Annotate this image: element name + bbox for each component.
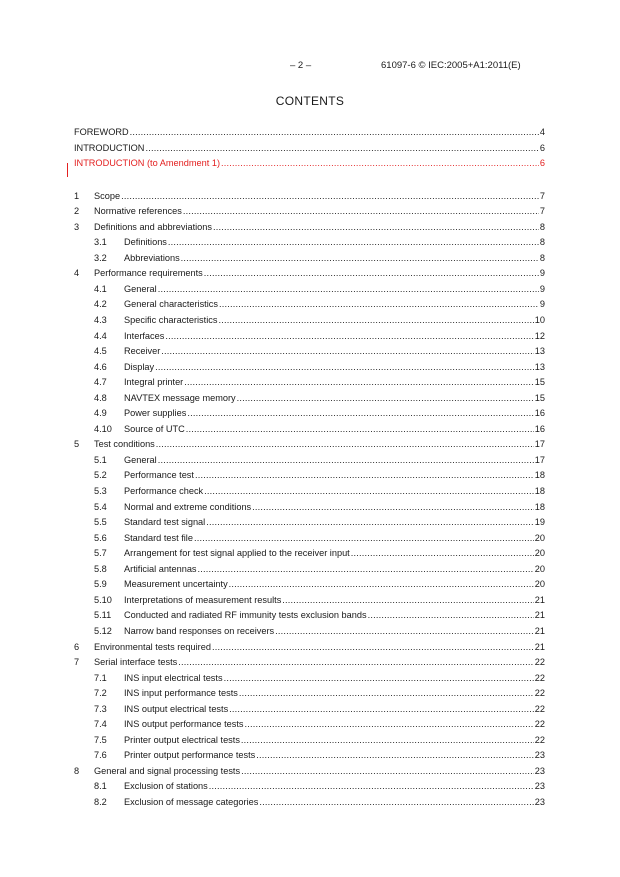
toc-entry[interactable] xyxy=(74,735,545,751)
toc-entry-number: 4.7 xyxy=(94,377,107,388)
toc-entry-title: Test conditions xyxy=(94,439,155,450)
toc-entry[interactable] xyxy=(74,750,545,766)
toc-entry-page: 16 xyxy=(534,408,545,419)
toc-leader xyxy=(187,408,533,418)
toc-entry-page: 9 xyxy=(539,283,545,294)
toc-entry-number: 4.5 xyxy=(94,346,107,357)
toc-leader xyxy=(158,455,534,465)
toc-entry-page: 19 xyxy=(534,517,545,528)
toc-entry-page: 20 xyxy=(534,548,545,559)
toc-leader xyxy=(181,253,539,263)
toc-entry-number: 8.1 xyxy=(94,781,107,792)
toc-entry-number: 4.10 xyxy=(94,423,112,434)
toc-entry-page: 10 xyxy=(534,315,545,326)
toc-entry-title: INTRODUCTION (to Amendment 1) xyxy=(74,158,221,169)
toc-entry-page: 18 xyxy=(534,501,545,512)
toc-entry-title: INS input electrical tests xyxy=(124,672,223,683)
toc-entry-title: INS input performance tests xyxy=(124,688,238,699)
toc-entry-title: Standard test signal xyxy=(124,517,206,528)
toc-entry-number: 5.6 xyxy=(94,532,107,543)
toc-leader xyxy=(252,502,534,512)
toc-leader xyxy=(275,626,534,636)
toc-entry-title: Source of UTC xyxy=(124,423,185,434)
toc-entry[interactable] xyxy=(74,704,545,720)
toc-entry[interactable] xyxy=(74,191,545,207)
toc-entry[interactable] xyxy=(74,781,545,797)
toc-entry-title: Arrangement for test signal applied to the receiver input xyxy=(124,548,350,559)
toc-entry[interactable] xyxy=(74,299,545,315)
toc-entry[interactable] xyxy=(74,268,545,284)
toc-entry[interactable] xyxy=(74,797,545,813)
toc-entry-page: 17 xyxy=(534,454,545,465)
toc-entry-title: Serial interface tests xyxy=(94,657,178,668)
toc-leader xyxy=(256,750,534,760)
toc-clauses xyxy=(74,191,545,813)
toc-leader xyxy=(156,439,534,449)
toc-entry-number: 4 xyxy=(74,268,80,279)
toc-entry-number: 4.4 xyxy=(94,330,107,341)
toc-entry-number: 7.3 xyxy=(94,703,107,714)
toc-entry-number: 8 xyxy=(74,765,80,776)
toc-entry-number: 8.2 xyxy=(94,796,107,807)
toc-entry-title: Performance test xyxy=(124,470,194,481)
toc-entry-page: 22 xyxy=(534,657,545,668)
toc-entry-page: 23 xyxy=(534,750,545,761)
toc-entry-page: 18 xyxy=(534,470,545,481)
toc-entry-title: Definitions and abbreviations xyxy=(94,221,212,232)
toc-leader xyxy=(204,486,534,496)
toc-entry-page: 16 xyxy=(534,423,545,434)
toc-entry-page: 7 xyxy=(539,206,545,217)
amendment-change-bar xyxy=(67,163,68,177)
toc-entry[interactable] xyxy=(74,284,545,300)
toc-leader xyxy=(229,704,534,714)
toc-entry-number: 3 xyxy=(74,221,80,232)
toc-entry-page: 21 xyxy=(534,610,545,621)
toc-entry-page: 4 xyxy=(539,127,545,137)
toc-leader xyxy=(368,610,534,620)
toc-entry-page: 22 xyxy=(534,703,545,714)
toc-entry-title: Exclusion of message categories xyxy=(124,796,259,807)
toc-entry-page: 12 xyxy=(534,330,545,341)
toc-entry[interactable] xyxy=(74,206,545,222)
toc-entry[interactable] xyxy=(74,486,545,502)
toc-entry[interactable] xyxy=(74,377,545,393)
toc-entry[interactable] xyxy=(74,688,545,704)
toc-entry-page: 15 xyxy=(534,377,545,388)
toc-leader xyxy=(351,548,534,558)
toc-leader xyxy=(165,331,533,341)
toc-entry[interactable] xyxy=(74,564,545,580)
toc-entry[interactable] xyxy=(74,346,545,362)
toc-entry-title: General xyxy=(124,283,157,294)
toc-leader xyxy=(241,766,534,776)
toc-leader xyxy=(282,595,533,605)
toc-entry-page: 22 xyxy=(534,688,545,699)
toc-entry-number: 4.1 xyxy=(94,283,107,294)
toc-entry[interactable] xyxy=(74,766,545,782)
toc-entry[interactable] xyxy=(74,533,545,549)
toc-entry-title: Measurement uncertainty xyxy=(124,579,228,590)
toc-entry-number: 5 xyxy=(74,439,80,450)
toc-entry-page: 23 xyxy=(534,765,545,776)
toc-entry-title: NAVTEX message memory xyxy=(124,392,236,403)
toc-entry-number: 5.9 xyxy=(94,579,107,590)
toc-entry[interactable] xyxy=(74,548,545,564)
standard-reference: 61097-6 © IEC:2005+A1:2011(E) xyxy=(381,60,521,71)
toc-entry-page: 20 xyxy=(534,532,545,543)
toc-entry[interactable] xyxy=(74,502,545,518)
toc-entry[interactable] xyxy=(74,393,545,409)
toc-entry-page: 22 xyxy=(534,719,545,730)
toc-leader xyxy=(204,268,539,278)
toc-leader xyxy=(259,797,533,807)
toc-entry-title: Normal and extreme conditions xyxy=(124,501,252,512)
toc-leader xyxy=(198,564,534,574)
toc-entry-title: INS output electrical tests xyxy=(124,703,229,714)
toc-entry-page: 13 xyxy=(534,346,545,357)
toc-entry-title: Power supplies xyxy=(124,408,187,419)
toc-entry-title: Display xyxy=(124,361,155,372)
toc-leader xyxy=(184,377,534,387)
toc-entry-page: 8 xyxy=(539,221,545,232)
toc-entry[interactable] xyxy=(74,610,545,626)
toc-entry-page: 13 xyxy=(534,361,545,372)
toc-entry-page: 23 xyxy=(534,796,545,807)
toc-entry-title: Environmental tests required xyxy=(94,641,211,652)
toc-entry[interactable] xyxy=(74,642,545,658)
toc-entry[interactable] xyxy=(74,408,545,424)
toc-entry-page: 18 xyxy=(534,486,545,497)
toc-leader xyxy=(239,688,534,698)
toc-leader xyxy=(229,579,534,589)
toc-entry-title: Printer output electrical tests xyxy=(124,734,240,745)
toc-entry-title: Interfaces xyxy=(124,330,165,341)
toc-entry-title: INS output performance tests xyxy=(124,719,244,730)
toc-entry-number: 4.2 xyxy=(94,299,107,310)
toc-entry[interactable] xyxy=(74,424,545,440)
toc-entry-number: 5.8 xyxy=(94,563,107,574)
toc-leader xyxy=(183,206,539,216)
toc-entry-title: Standard test file xyxy=(124,532,193,543)
toc-entry-number: 7.1 xyxy=(94,672,107,683)
toc-entry[interactable] xyxy=(74,626,545,642)
toc-entry-page: 15 xyxy=(534,392,545,403)
toc-entry[interactable] xyxy=(74,657,545,673)
toc-entry-number: 5.7 xyxy=(94,548,107,559)
toc-entry-page: 22 xyxy=(534,734,545,745)
toc-entry-number: 5.2 xyxy=(94,470,107,481)
toc-entry-number: 5.10 xyxy=(94,594,112,605)
toc-entry-page: 7 xyxy=(539,190,545,201)
toc-entry-title: General xyxy=(124,454,157,465)
toc-entry[interactable] xyxy=(74,595,545,611)
toc-entry-foreword[interactable] xyxy=(74,127,545,143)
toc-entry[interactable] xyxy=(74,362,545,378)
toc-entry[interactable] xyxy=(74,237,545,253)
toc-entry-page: 9 xyxy=(539,268,545,279)
toc-entry-title: General characteristics xyxy=(124,299,218,310)
toc-entry-number: 5.5 xyxy=(94,517,107,528)
page-number: – 2 – xyxy=(290,60,312,71)
toc-entry-title: Printer output performance tests xyxy=(124,750,256,761)
toc-entry-page: 8 xyxy=(539,252,545,263)
toc-leader xyxy=(206,517,534,527)
toc-entry-number: 7.2 xyxy=(94,688,107,699)
toc-entry-number: 4.9 xyxy=(94,408,107,419)
toc-entry-title: Normative references xyxy=(94,206,182,217)
toc-entry[interactable] xyxy=(74,673,545,689)
toc-entry-title: FOREWORD xyxy=(74,127,129,137)
toc-entry-introduction-amendment[interactable] xyxy=(74,158,545,174)
toc-leader xyxy=(212,642,534,652)
toc-entry[interactable] xyxy=(74,470,545,486)
toc-leader xyxy=(221,158,539,168)
toc-leader xyxy=(186,424,534,434)
toc-entry-page: 22 xyxy=(534,672,545,683)
toc-entry-page: 21 xyxy=(534,594,545,605)
toc-leader xyxy=(161,346,534,356)
toc-entry-page: 17 xyxy=(534,439,545,450)
toc-entry-number: 7.6 xyxy=(94,750,107,761)
toc-entry-number: 7 xyxy=(74,657,80,668)
toc-entry-title: Integral printer xyxy=(124,377,184,388)
toc-entry[interactable] xyxy=(74,579,545,595)
toc-leader xyxy=(178,657,534,667)
toc-entry-number: 3.2 xyxy=(94,252,107,263)
toc-entry-title: Conducted and radiated RF immunity tests exclusion bands xyxy=(124,610,367,621)
toc-entry[interactable] xyxy=(74,517,545,533)
toc-entry-page: 9 xyxy=(539,299,545,310)
toc-entry[interactable] xyxy=(74,719,545,735)
toc-entry-page: 6 xyxy=(539,158,545,169)
toc-leader xyxy=(121,191,539,201)
toc-entry[interactable] xyxy=(74,439,545,455)
toc-entry[interactable] xyxy=(74,455,545,471)
toc-entry[interactable] xyxy=(74,222,545,238)
toc-entry-number: 7.5 xyxy=(94,734,107,745)
toc-leader xyxy=(194,533,534,543)
toc-entry-page: 21 xyxy=(534,625,545,636)
toc-leader xyxy=(145,143,538,153)
toc-leader xyxy=(195,470,534,480)
toc-entry-title: Interpretations of measurement results xyxy=(124,594,282,605)
toc-entry-number: 5.11 xyxy=(94,610,112,621)
toc-leader xyxy=(158,284,539,294)
toc-entry-title: Abbreviations xyxy=(124,252,180,263)
toc-entry-number: 1 xyxy=(74,190,80,201)
toc-leader xyxy=(237,393,534,403)
toc-entry-number: 5.3 xyxy=(94,486,107,497)
toc-leader xyxy=(241,735,534,745)
toc-entry-title: INTRODUCTION xyxy=(74,142,145,153)
toc-entry-title: Scope xyxy=(94,190,121,201)
toc-leader xyxy=(130,127,539,137)
toc-entry-introduction[interactable] xyxy=(74,143,545,159)
toc-entry-title: Performance requirements xyxy=(94,268,203,279)
toc-entry-number: 6 xyxy=(74,641,80,652)
toc-leader xyxy=(213,222,539,232)
toc-entry-number: 4.3 xyxy=(94,315,107,326)
toc-leader xyxy=(168,237,539,247)
toc-entry-title: Performance check xyxy=(124,486,204,497)
toc-entry-title: General and signal processing tests xyxy=(94,765,241,776)
toc-entry[interactable] xyxy=(74,315,545,331)
toc-leader xyxy=(245,719,534,729)
toc-entry-number: 5.1 xyxy=(94,454,107,465)
toc-entry-number: 3.1 xyxy=(94,237,107,248)
toc-leader xyxy=(219,299,539,309)
toc-entry-number: 5.12 xyxy=(94,625,112,636)
toc-entry-page: 8 xyxy=(539,237,545,248)
toc-entry-title: Receiver xyxy=(124,346,161,357)
toc-entry-page: 20 xyxy=(534,579,545,590)
toc-entry-page: 6 xyxy=(539,142,545,153)
toc-entry[interactable] xyxy=(74,331,545,347)
toc-entry-title: Definitions xyxy=(124,237,167,248)
toc-entry-page: 20 xyxy=(534,563,545,574)
toc-entry-title: Narrow band responses on receivers xyxy=(124,625,275,636)
toc-entry-number: 2 xyxy=(74,206,80,217)
toc-entry-number: 7.4 xyxy=(94,719,107,730)
toc-entry-page: 23 xyxy=(534,781,545,792)
toc-leader xyxy=(218,315,533,325)
toc-entry-title: Exclusion of stations xyxy=(124,781,208,792)
toc-entry-number: 5.4 xyxy=(94,501,107,512)
toc-entry-page: 21 xyxy=(534,641,545,652)
toc-leader xyxy=(209,781,534,791)
toc-leader xyxy=(155,362,534,372)
toc-leader xyxy=(224,673,534,683)
contents-title: CONTENTS xyxy=(275,94,345,108)
toc-entry-number: 4.6 xyxy=(94,361,107,372)
toc-entry-number: 4.8 xyxy=(94,392,107,403)
toc-entry[interactable] xyxy=(74,253,545,269)
toc-entry-title: Specific characteristics xyxy=(124,315,218,326)
table-of-contents xyxy=(74,127,545,813)
toc-entry-title: Artificial antennas xyxy=(124,563,197,574)
